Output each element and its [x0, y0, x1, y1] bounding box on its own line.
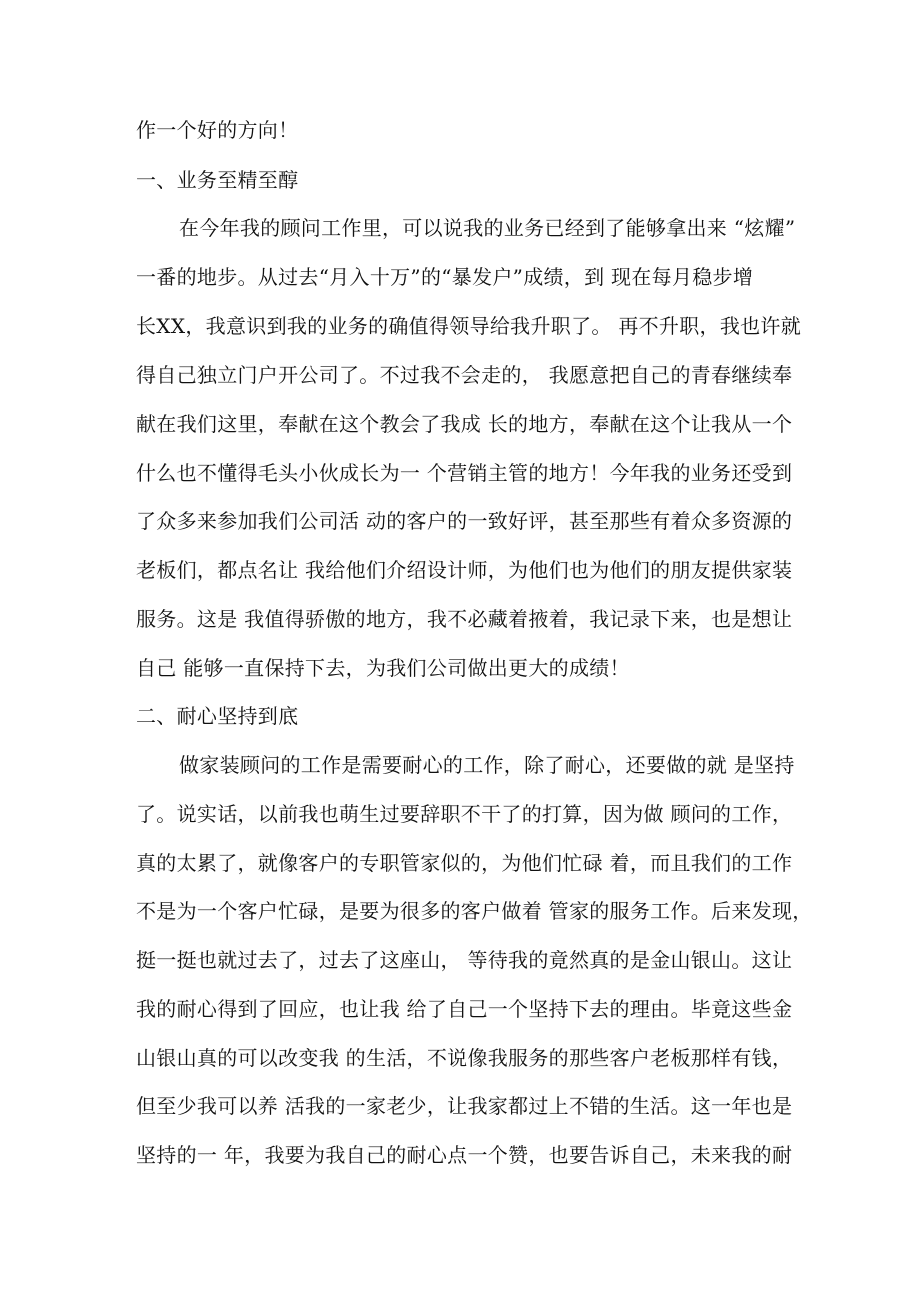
paragraph-line: 在今年我的顾问工作里，可以说我的业务已经到了能够拿出来 “炫耀”: [179, 216, 796, 240]
paragraph-line: 一番的地步。从过去“月入十万”的“暴发户”成绩，到 现在每月稳步增: [136, 265, 754, 289]
paragraph-line: 自己 能够一直保持下去，为我们公司做出更大的成绩！: [136, 656, 630, 680]
paragraph-line: 服务。这是 我值得骄傲的地方，我不必藏着掖着，我记录下来，也是想让: [136, 607, 793, 631]
paragraph-line: 挺一挺也就过去了，过去了这座山， 等待我的竟然真的是金山银山。这让: [136, 948, 793, 972]
paragraph-line: 做家装顾问的工作是需要耐心的工作，除了耐心，还要做的就 是坚持: [179, 753, 795, 777]
paragraph-line: 山银山真的可以改变我 的生活，不说像我服务的那些客户老板那样有钱，: [136, 1046, 793, 1070]
text-line-continuation: 作一个好的方向！: [136, 118, 299, 142]
paragraph-line: 我的耐心得到了回应，也让我 给了自己一个坚持下去的理由。毕竟这些金: [136, 997, 793, 1021]
paragraph-line: 真的太累了，就像客户的专职管家似的，为他们忙碌 着，而且我们的工作: [136, 851, 793, 875]
paragraph-line: 但至少我可以养 活我的一家老少，让我家都过上不错的生活。这一年也是: [136, 1094, 793, 1118]
paragraph-line: 什么也不懂得毛头小伙成长为一 个营销主管的地方！今年我的业务还受到: [136, 461, 793, 485]
section-heading-1: 一、业务至精至醇: [136, 168, 299, 192]
paragraph-line: 老板们，都点名让 我给他们介绍设计师，为他们也为他们的朋友提供家装: [136, 558, 793, 582]
paragraph-line: 了众多来参加我们公司活 动的客户的一致好评，甚至那些有着众多资源的: [136, 509, 793, 533]
paragraph-line: 献在我们这里，奉献在这个教会了我成 长的地方，奉献在这个让我从一个: [136, 412, 793, 436]
paragraph-line: 得自己独立门户开公司了。不过我不会走的， 我愿意把自己的青春继续奉: [136, 363, 793, 387]
section-heading-2: 二、耐心坚持到底: [136, 704, 299, 728]
paragraph-line: 了。说实话，以前我也萌生过要辞职不干了的打算，因为做 顾问的工作，: [136, 802, 793, 826]
paragraph-line: 长XX，我意识到我的业务的确值得领导给我升职了。 再不升职，我也许就: [136, 314, 802, 338]
paragraph-line: 不是为一个客户忙碌，是要为很多的客户做着 管家的服务工作。后来发现，: [136, 899, 813, 923]
paragraph-line: 坚持的一 年，我要为我自己的耐心点一个赞，也要告诉自己，未来我的耐: [136, 1143, 793, 1167]
